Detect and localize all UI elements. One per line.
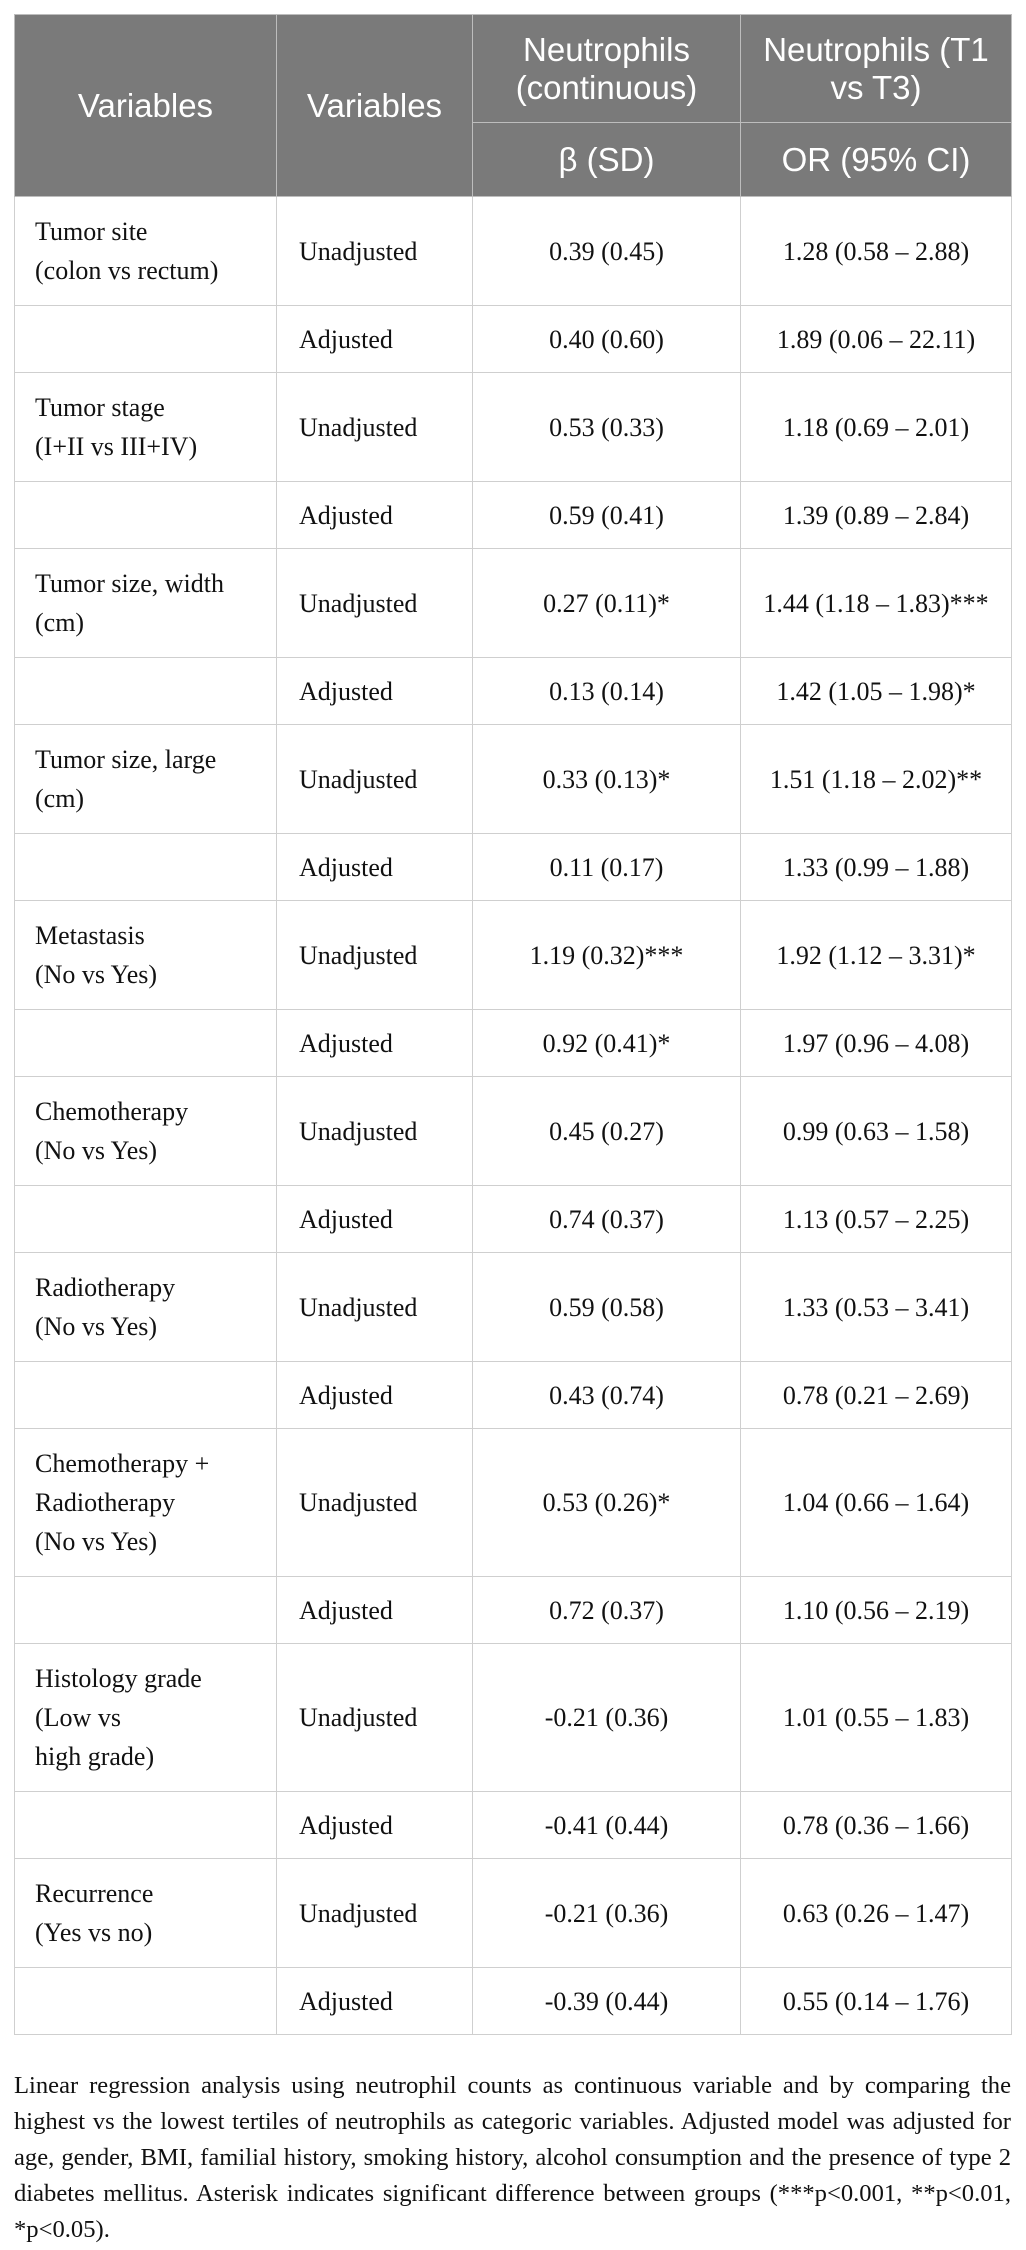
model-cell: Adjusted <box>277 658 473 725</box>
variable-label-line: (No vs Yes) <box>35 1312 158 1341</box>
variable-cell <box>15 1010 277 1077</box>
beta-sd-cell: -0.21 (0.36) <box>473 1859 741 1968</box>
or-ci-cell: 0.55 (0.14 – 1.76) <box>741 1968 1012 2035</box>
beta-sd-cell: 0.92 (0.41)* <box>473 1010 741 1077</box>
beta-sd-cell: -0.21 (0.36) <box>473 1644 741 1792</box>
table-row <box>15 725 1012 834</box>
variable-cell <box>15 725 277 834</box>
table-row <box>15 1644 1012 1792</box>
table-header <box>15 15 1012 197</box>
model-cell: Unadjusted <box>277 373 473 482</box>
beta-sd-cell: 0.74 (0.37) <box>473 1186 741 1253</box>
variable-cell <box>15 549 277 658</box>
variable-label-line: Chemotherapy + <box>35 1449 210 1478</box>
table-row <box>15 1253 1012 1362</box>
variable-label-line: Histology grade <box>35 1664 202 1693</box>
model-cell: Unadjusted <box>277 1253 473 1362</box>
model-cell: Adjusted <box>277 1577 473 1644</box>
beta-sd-cell: 0.53 (0.26)* <box>473 1429 741 1577</box>
or-ci-cell: 0.78 (0.36 – 1.66) <box>741 1792 1012 1859</box>
variable-label-line: Tumor stage <box>35 393 165 422</box>
beta-sd-cell: 0.72 (0.37) <box>473 1577 741 1644</box>
variable-cell <box>15 1968 277 2035</box>
variable-cell <box>15 1577 277 1644</box>
variable-cell <box>15 658 277 725</box>
variable-label-line: Tumor site <box>35 217 148 246</box>
variable-cell <box>15 1859 277 1968</box>
variable-label-line: Recurrence <box>35 1879 154 1908</box>
beta-sd-cell: -0.41 (0.44) <box>473 1792 741 1859</box>
header-model: Variables <box>277 15 473 197</box>
model-cell: Adjusted <box>277 834 473 901</box>
model-cell: Adjusted <box>277 1010 473 1077</box>
variable-cell <box>15 1186 277 1253</box>
model-cell: Unadjusted <box>277 901 473 1010</box>
table-row <box>15 1186 1012 1253</box>
table-body <box>15 197 1012 2035</box>
variable-cell <box>15 306 277 373</box>
variable-label-line: (I+II vs III+IV) <box>35 432 198 461</box>
model-cell: Adjusted <box>277 1968 473 2035</box>
model-cell: Unadjusted <box>277 549 473 658</box>
or-ci-cell: 1.89 (0.06 – 22.11) <box>741 306 1012 373</box>
model-cell: Unadjusted <box>277 1644 473 1792</box>
table-row <box>15 1362 1012 1429</box>
variable-cell <box>15 373 277 482</box>
or-ci-cell: 1.42 (1.05 – 1.98)* <box>741 658 1012 725</box>
variable-label-line: (colon vs rectum) <box>35 256 219 285</box>
or-ci-cell: 1.44 (1.18 – 1.83)*** <box>741 549 1012 658</box>
variable-cell <box>15 1792 277 1859</box>
beta-sd-cell: 0.59 (0.58) <box>473 1253 741 1362</box>
table-row <box>15 1077 1012 1186</box>
or-ci-cell: 1.92 (1.12 – 3.31)* <box>741 901 1012 1010</box>
variable-cell <box>15 1429 277 1577</box>
or-ci-cell: 1.13 (0.57 – 2.25) <box>741 1186 1012 1253</box>
beta-sd-cell: 0.27 (0.11)* <box>473 549 741 658</box>
or-ci-cell: 1.10 (0.56 – 2.19) <box>741 1577 1012 1644</box>
table-row <box>15 482 1012 549</box>
variable-label-line: Radiotherapy <box>35 1273 176 1302</box>
model-cell: Adjusted <box>277 1792 473 1859</box>
or-ci-cell: 1.97 (0.96 – 4.08) <box>741 1010 1012 1077</box>
variable-cell <box>15 1644 277 1792</box>
variable-label-line: (cm) <box>35 608 85 637</box>
beta-sd-cell: 0.40 (0.60) <box>473 306 741 373</box>
variable-cell <box>15 1362 277 1429</box>
beta-sd-cell: 0.53 (0.33) <box>473 373 741 482</box>
variable-label-line: Tumor size, large <box>35 745 217 774</box>
header-variables: Variables <box>15 15 277 197</box>
variable-cell <box>15 1253 277 1362</box>
model-cell: Adjusted <box>277 1186 473 1253</box>
model-cell: Adjusted <box>277 1362 473 1429</box>
or-ci-cell: 0.63 (0.26 – 1.47) <box>741 1859 1012 1968</box>
table-row <box>15 373 1012 482</box>
table-row <box>15 1859 1012 1968</box>
beta-sd-cell: 0.39 (0.45) <box>473 197 741 306</box>
beta-sd-cell: 0.13 (0.14) <box>473 658 741 725</box>
or-ci-cell: 1.39 (0.89 – 2.84) <box>741 482 1012 549</box>
table-row <box>15 658 1012 725</box>
beta-sd-cell: 1.19 (0.32)*** <box>473 901 741 1010</box>
table-row <box>15 1429 1012 1577</box>
table-row <box>15 1792 1012 1859</box>
beta-sd-cell: 0.59 (0.41) <box>473 482 741 549</box>
variable-label-line: (No vs Yes) <box>35 960 158 989</box>
results-table-container <box>14 14 1011 2035</box>
variable-cell <box>15 197 277 306</box>
beta-sd-cell: 0.33 (0.13)* <box>473 725 741 834</box>
or-ci-cell: 1.28 (0.58 – 2.88) <box>741 197 1012 306</box>
or-ci-cell: 1.51 (1.18 – 2.02)** <box>741 725 1012 834</box>
or-ci-cell: 1.18 (0.69 – 2.01) <box>741 373 1012 482</box>
table-row <box>15 1577 1012 1644</box>
variable-label-line: Tumor size, width <box>35 569 224 598</box>
model-cell: Unadjusted <box>277 1859 473 1968</box>
variable-cell <box>15 1077 277 1186</box>
variable-label-line: Chemotherapy <box>35 1097 189 1126</box>
beta-sd-cell: 0.43 (0.74) <box>473 1362 741 1429</box>
model-cell: Unadjusted <box>277 1077 473 1186</box>
variable-cell <box>15 834 277 901</box>
table-row <box>15 901 1012 1010</box>
table-footnote: Linear regression analysis using neutrophil counts as continuous variable and by comparing the highest vs the lowest tertiles of neutrophils as categoric variables. Adjusted model was adjusted for age, gender, BMI, familial history, smoking history, alcohol consumption and the presence of type 2 diabetes mellitus. Asterisk indicates significant difference between groups (***p<0.001, **p<0.01, *p<0.05). <box>14 2072 1011 2243</box>
table-row <box>15 306 1012 373</box>
variable-label-line: (cm) <box>35 784 85 813</box>
variable-label-line: (No vs Yes) <box>35 1136 158 1165</box>
header-or-ci: OR (95% CI) <box>741 123 1012 197</box>
or-ci-cell: 0.78 (0.21 – 2.69) <box>741 1362 1012 1429</box>
table-row <box>15 549 1012 658</box>
table-row <box>15 834 1012 901</box>
variable-label-line: (Yes vs no) <box>35 1918 153 1947</box>
header-neutrophils-continuous: Neutrophils (continuous) <box>473 15 741 123</box>
beta-sd-cell: 0.45 (0.27) <box>473 1077 741 1186</box>
variable-cell <box>15 901 277 1010</box>
variable-cell <box>15 482 277 549</box>
header-beta-sd: β (SD) <box>473 123 741 197</box>
or-ci-cell: 1.01 (0.55 – 1.83) <box>741 1644 1012 1792</box>
model-cell: Unadjusted <box>277 1429 473 1577</box>
variable-label-line: (No vs Yes) <box>35 1527 158 1556</box>
or-ci-cell: 1.33 (0.53 – 3.41) <box>741 1253 1012 1362</box>
variable-label-line: (Low vs <box>35 1703 121 1732</box>
table-row <box>15 1010 1012 1077</box>
table-row <box>15 1968 1012 2035</box>
header-neutrophils-tertiles: Neutrophils (T1 vs T3) <box>741 15 1012 123</box>
regression-table <box>14 14 1012 2035</box>
variable-label-line: Metastasis <box>35 921 145 950</box>
model-cell: Unadjusted <box>277 197 473 306</box>
beta-sd-cell: -0.39 (0.44) <box>473 1968 741 2035</box>
variable-label-line: Radiotherapy <box>35 1488 176 1517</box>
model-cell: Adjusted <box>277 482 473 549</box>
or-ci-cell: 1.33 (0.99 – 1.88) <box>741 834 1012 901</box>
model-cell: Adjusted <box>277 306 473 373</box>
model-cell: Unadjusted <box>277 725 473 834</box>
variable-label-line: high grade) <box>35 1742 155 1771</box>
or-ci-cell: 0.99 (0.63 – 1.58) <box>741 1077 1012 1186</box>
beta-sd-cell: 0.11 (0.17) <box>473 834 741 901</box>
table-row <box>15 197 1012 306</box>
or-ci-cell: 1.04 (0.66 – 1.64) <box>741 1429 1012 1577</box>
